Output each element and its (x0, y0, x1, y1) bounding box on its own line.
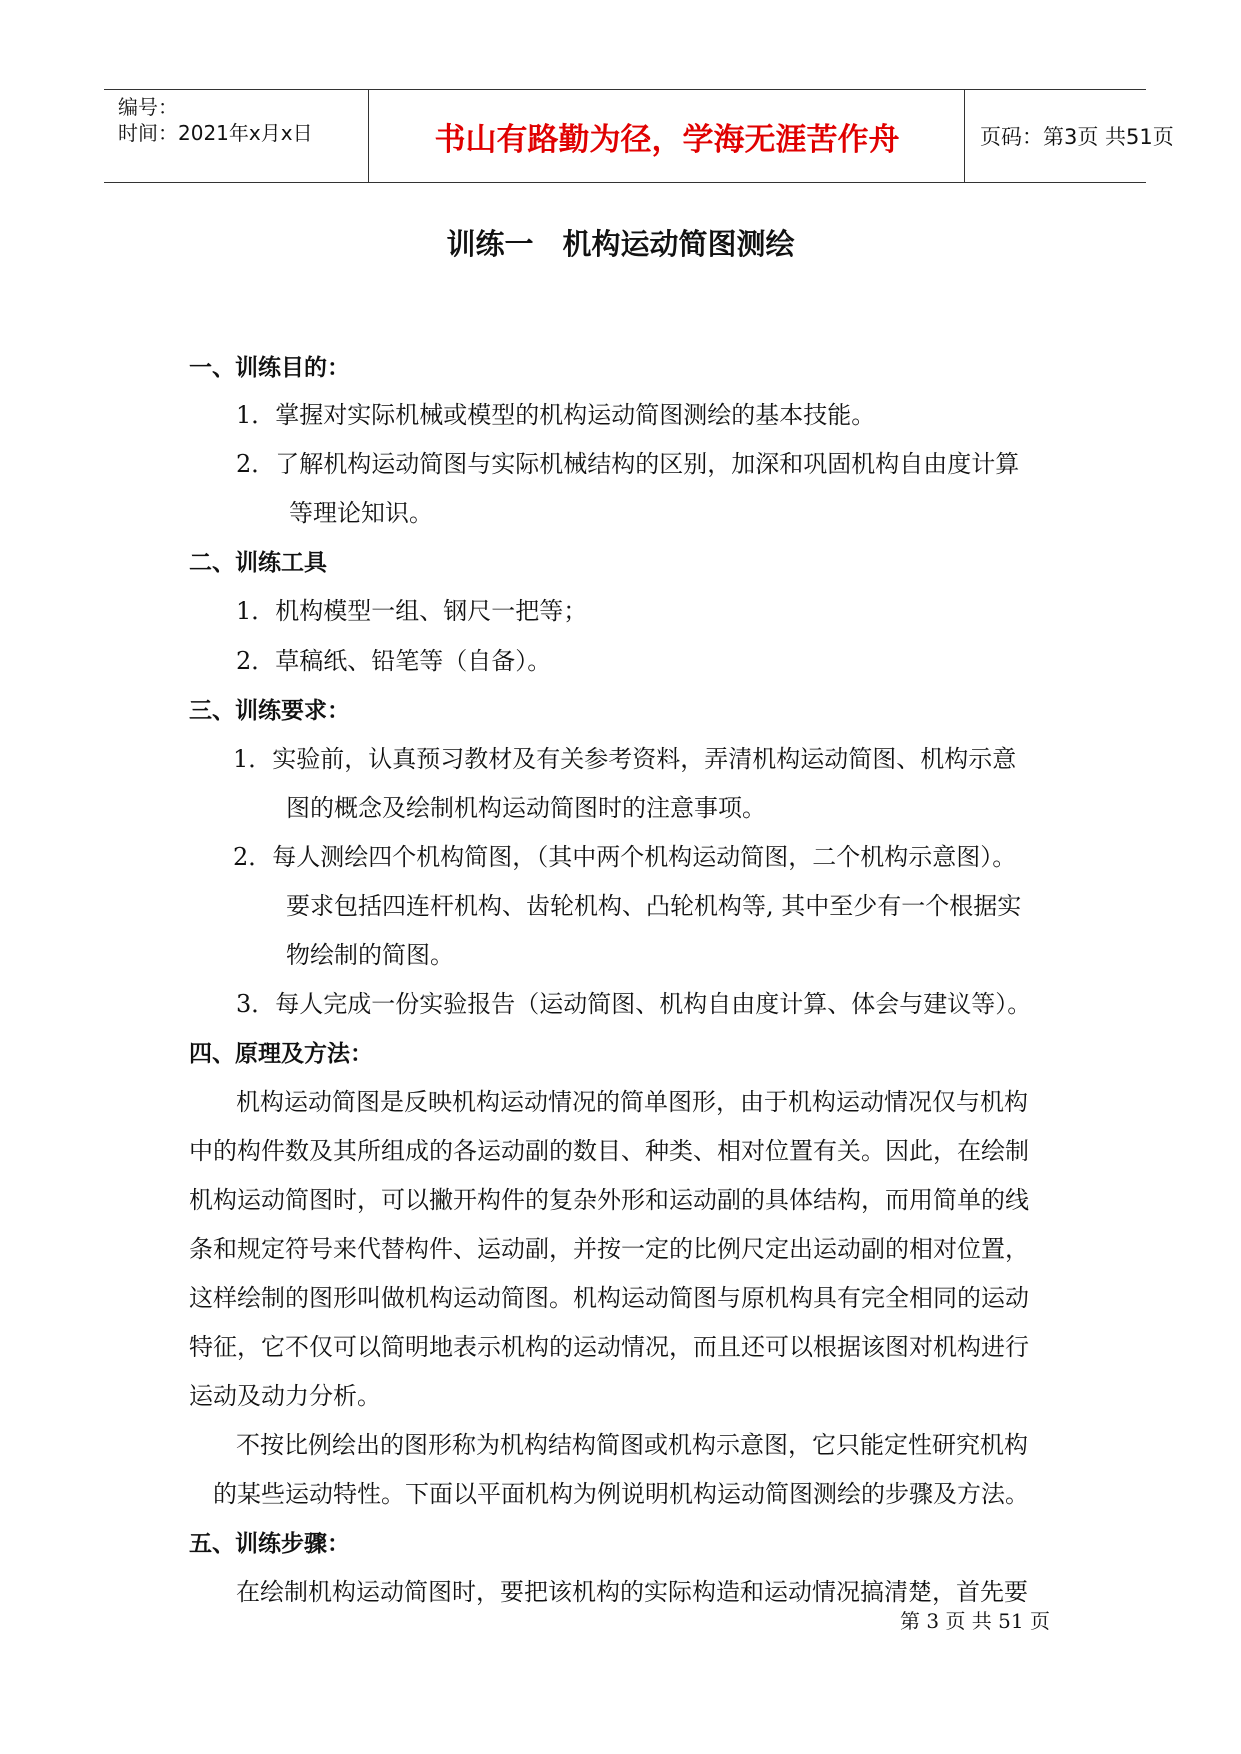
header-motto: 书山有路勤为径，学海无涯苦作舟 (434, 121, 900, 158)
paragraph-line: 运动及动力分析。 (189, 1382, 381, 1410)
list-item-continuation: 物绘制的简图。 (286, 941, 454, 969)
list-item-continuation: 等理论知识。 (289, 499, 433, 527)
section-heading: 二、训练工具 (189, 550, 327, 576)
paragraph-line: 机构运动简图是反映机构运动情况的简单图形，由于机构运动情况仅与机构 (236, 1088, 1028, 1116)
paragraph-line: 的某些运动特性。下面以平面机构为例说明机构运动简图测绘的步骤及方法。 (213, 1480, 1029, 1508)
section-heading: 四、原理及方法： (189, 1041, 373, 1067)
paragraph-line: 条和规定符号来代替构件、运动副，并按一定的比例尺定出运动副的相对位置， (189, 1235, 1029, 1263)
paragraph-line: 特征，它不仅可以简明地表示机构的运动情况，而且还可以根据该图对机构进行 (189, 1333, 1029, 1361)
number-label: 编号： (118, 95, 178, 119)
header-divider (368, 90, 369, 182)
page-header (104, 89, 1174, 183)
paragraph-line: 中的构件数及其所组成的各运动副的数目、种类、相对位置有关。因此，在绘制 (189, 1137, 1029, 1165)
list-item: 2．草稿纸、铅笔等（自备）。 (236, 647, 552, 675)
paragraph-line: 在绘制机构运动简图时，要把该机构的实际构造和运动情况搞清楚，首先要 (236, 1578, 1028, 1606)
paragraph-line: 机构运动简图时，可以撇开构件的复杂外形和运动副的具体结构，而用简单的线 (189, 1186, 1029, 1214)
list-item: 1．机构模型一组、钢尺一把等； (236, 597, 588, 625)
time-label: 时间：2021年x月x日 (118, 121, 313, 145)
page-footer: 第 3 页 共 51 页 (900, 1609, 1050, 1633)
header-divider (964, 90, 965, 182)
list-item: 3．每人完成一份实验报告（运动简图、机构自由度计算、体会与建议等）。 (236, 990, 1032, 1018)
list-item: 1．掌握对实际机械或模型的机构运动简图测绘的基本技能。 (236, 401, 876, 429)
paragraph-line: 不按比例绘出的图形称为机构结构简图或机构示意图，它只能定性研究机构 (236, 1431, 1028, 1459)
paragraph-line: 这样绘制的图形叫做机构运动简图。机构运动简图与原机构具有完全相同的运动 (189, 1284, 1029, 1312)
header-meta (104, 90, 368, 182)
section-heading: 五、训练步骤： (189, 1531, 350, 1557)
header-page-info: 页码：第3页 共51页 (980, 125, 1174, 149)
list-item: 1．实验前，认真预习教材及有关参考资料，弄清机构运动简图、机构示意 (233, 745, 1017, 773)
list-item: 2．了解机构运动简图与实际机械结构的区别，加深和巩固机构自由度计算 (236, 450, 1020, 478)
section-heading: 三、训练要求： (189, 698, 350, 724)
section-heading: 一、训练目的： (189, 355, 350, 381)
list-item-continuation: 图的概念及绘制机构运动简图时的注意事项。 (286, 794, 766, 822)
list-item: 2．每人测绘四个机构简图，（其中两个机构运动简图，二个机构示意图）。 (233, 843, 1017, 871)
document-title: 训练一 机构运动简图测绘 (446, 227, 795, 261)
list-item-continuation: 要求包括四连杆机构、齿轮机构、凸轮机构等, 其中至少有一个根据实 (286, 892, 1022, 920)
